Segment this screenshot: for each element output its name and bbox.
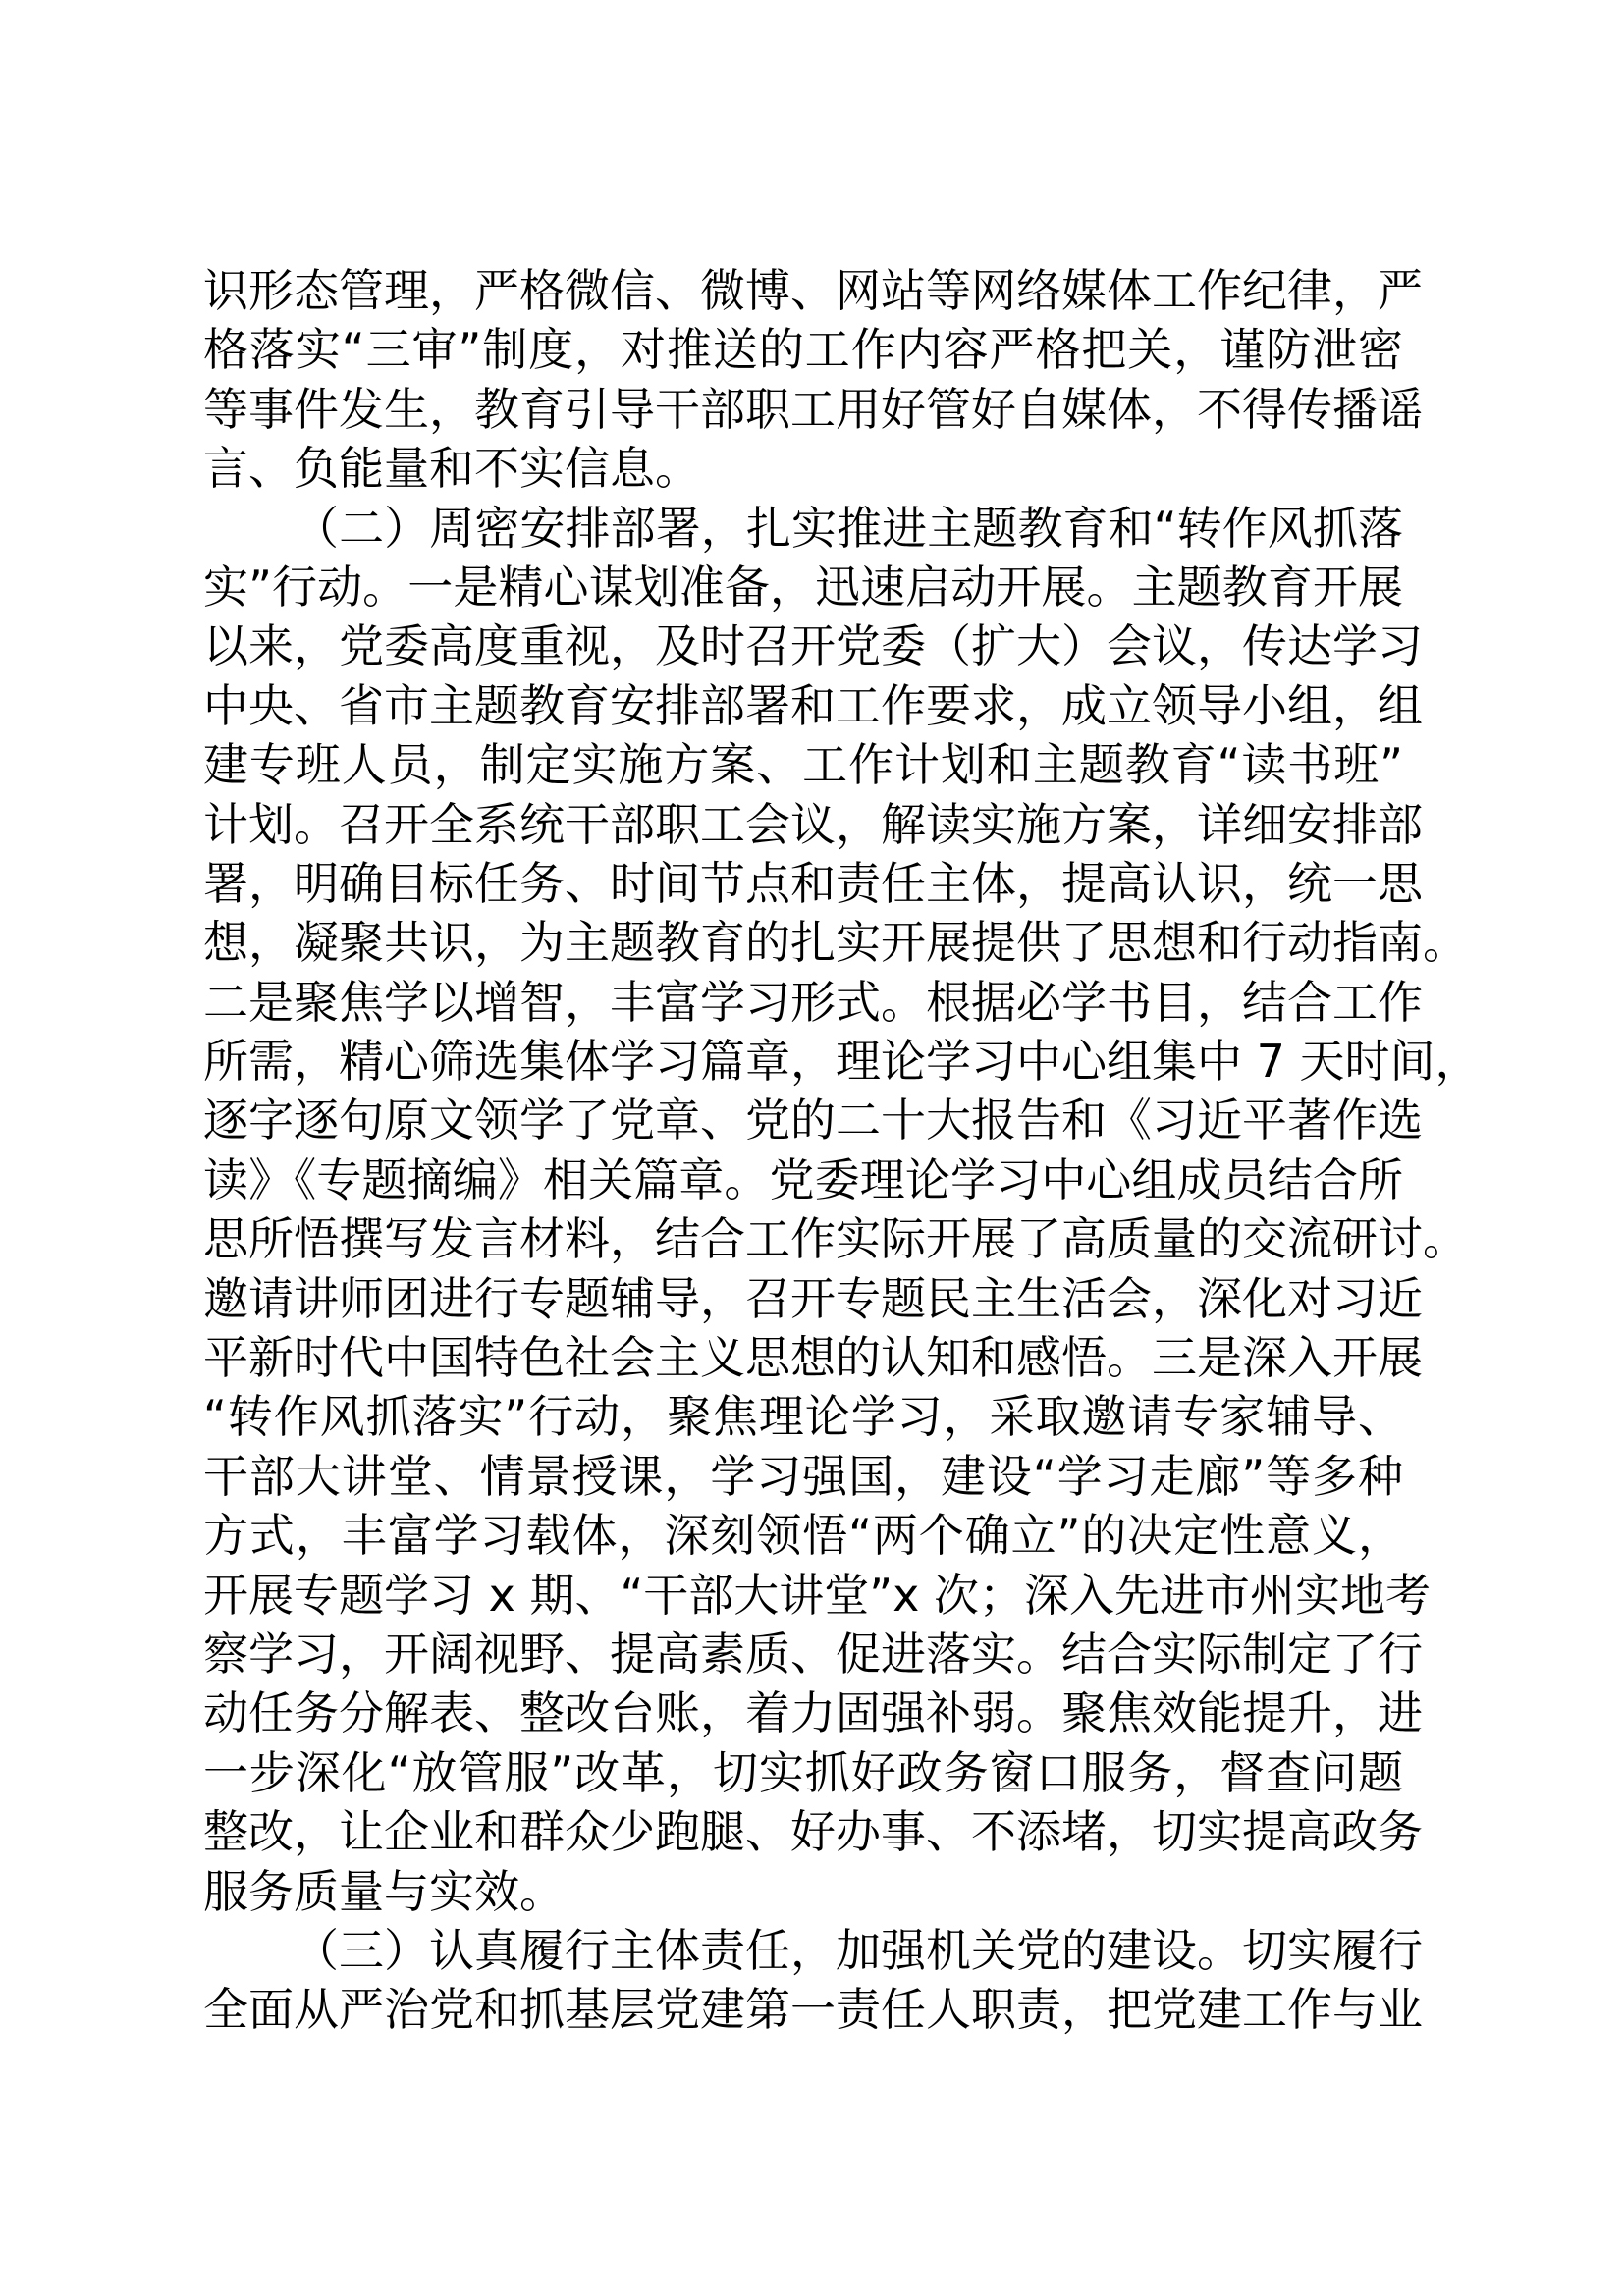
text-line: 一步深化“放管服”改革，切实抓好政务窗口服务，督查问题: [203, 1745, 1403, 1799]
text-line: 实”行动。一是精心谋划准备，迅速启动开展。主题教育开展: [203, 560, 1403, 614]
text-line: 所需，精心筛选集体学习篇章，理论学习中心组集中 7 天时间，: [203, 1035, 1481, 1089]
paragraph-ideology-management: [203, 261, 1423, 499]
text-line: 中央、省市主题教育安排部署和工作要求，成立领导小组，组: [203, 678, 1423, 732]
text-line: 计划。召开全系统干部职工会议，解读实施方案，详细安排部: [203, 797, 1423, 851]
text-line: 署，明确目标任务、时间节点和责任主体，提高认识，统一思: [203, 856, 1423, 910]
text-line: 逐字逐句原文领学了党章、党的二十大报告和《习近平著作选: [203, 1094, 1423, 1148]
text-line: 干部大讲堂、情景授课，学习强国，建设“学习走廊”等多种: [203, 1449, 1403, 1503]
text-line: 察学习，开阔视野、提高素质、促进落实。结合实际制定了行: [203, 1627, 1423, 1681]
text-line: 想，凝聚共识，为主题教育的扎实开展提供了思想和行动指南。: [203, 916, 1468, 970]
text-line: 以来，党委高度重视，及时召开党委（扩大）会议，传达学习: [203, 619, 1423, 673]
text-line: 服务质量与实效。: [203, 1864, 565, 1918]
text-line: 等事件发生，教育引导干部职工用好管好自媒体，不得传播谣: [203, 382, 1423, 436]
text-line: 平新时代中国特色社会主义思想的认知和感悟。三是深入开展: [203, 1331, 1423, 1385]
text-line: 言、负能量和不实信息。: [203, 442, 700, 496]
text-line: 识形态管理，严格微信、微博、网站等网络媒体工作纪律，严: [203, 264, 1423, 317]
text-line: 方式，丰富学习载体，深刻领悟“两个确立”的决定性意义，: [203, 1509, 1403, 1563]
text-line: 读》《专题摘编》相关篇章。党委理论学习中心组成员结合所: [203, 1152, 1403, 1206]
text-line: 格落实“三审”制度，对推送的工作内容严格把关，谨防泄密: [203, 323, 1403, 377]
text-line: 思所悟撰写发言材料，结合工作实际开展了高质量的交流研讨。: [203, 1212, 1468, 1266]
text-line: 建专班人员，制定实施方案、工作计划和主题教育“读书班”: [203, 738, 1403, 792]
paragraph-section-2: [203, 499, 1481, 1921]
document-body: [203, 261, 1481, 2040]
text-line: 开展专题学习 x 期、“干部大讲堂”x 次；深入先进市州实地考: [203, 1568, 1431, 1622]
text-line: 邀请讲师团进行专题辅导，召开专题民主生活会，深化对习近: [203, 1271, 1423, 1325]
text-line: “转作风抓落实”行动，聚焦理论学习，采取邀请专家辅导、: [203, 1390, 1403, 1444]
text-line: 全面从严治党和抓基层党建第一责任人职责，把党建工作与业: [203, 1983, 1423, 2037]
section-heading-line: （三）认真履行主体责任，加强机关党的建设。切实履行: [294, 1923, 1423, 1977]
text-line: 动任务分解表、整改台账，着力固强补弱。聚焦效能提升，进: [203, 1686, 1423, 1740]
text-line: 二是聚焦学以增智，丰富学习形式。根据必学书目，结合工作: [203, 975, 1423, 1029]
paragraph-section-3: [203, 1921, 1423, 2040]
section-heading-line: （二）周密安排部署，扎实推进主题教育和“转作风抓落: [294, 501, 1403, 555]
text-line: 整改，让企业和群众少跑腿、好办事、不添堵，切实提高政务: [203, 1805, 1423, 1859]
